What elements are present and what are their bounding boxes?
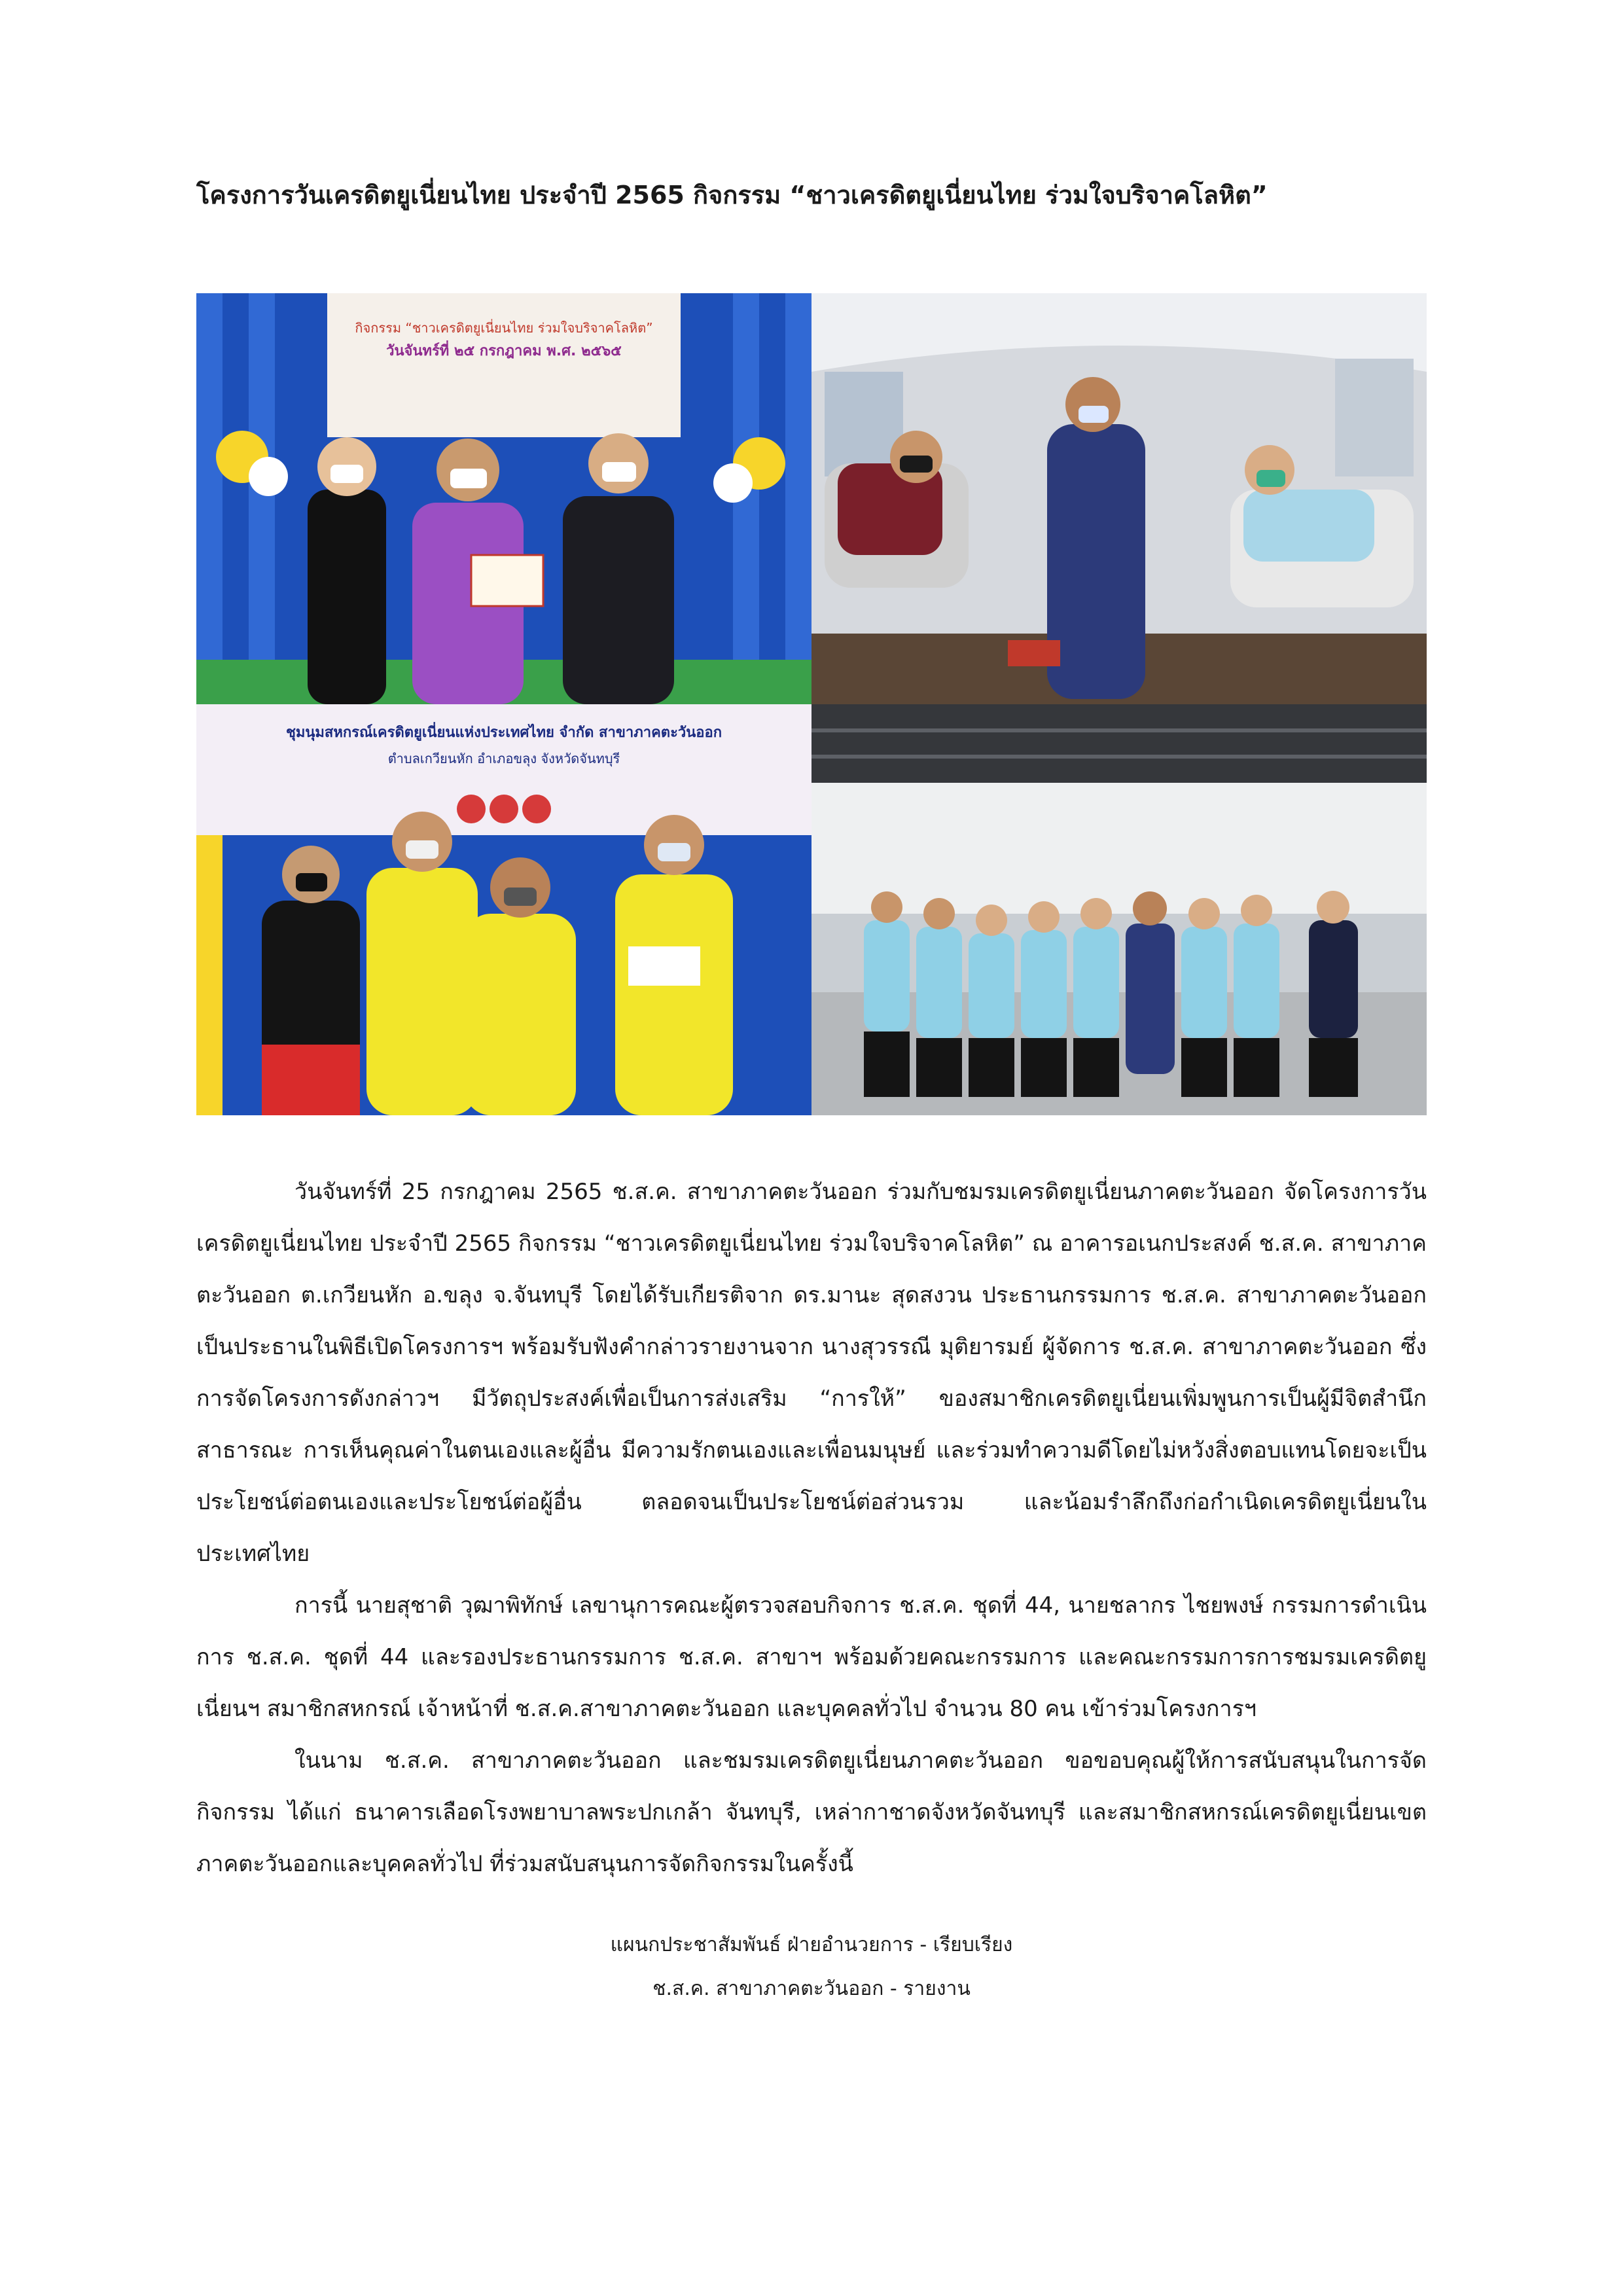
document-title: โครงการวันเครดิตยูเนี่ยนไทย ประจำปี 2565 กิจกรรม “ชาวเครดิตยูเนี่ยนไทย ร่วมใจบริจาคโลหิต” <box>196 181 1268 209</box>
banner-line-2: ตำบลเกวียนหัก อำเภอขลุง จังหวัดจันทบุรี <box>387 751 620 766</box>
credit-compiled-by: แผนกประชาสัมพันธ์ ฝ่ายอำนวยการ - เรียบเรียง <box>610 1933 1013 1956</box>
photo-staff-group <box>812 704 1427 1115</box>
article-body <box>196 1166 1427 1890</box>
credits <box>196 1923 1427 2011</box>
paragraph-2: การนี้ นายสุชาติ วุฒาพิทักษ์ เลขานุการคณะผู้ตรวจสอบกิจการ ช.ส.ค. ชุดที่ 44, นายชลากร ไชยพงษ์ กรรมการดำเนินการ ช.ส.ค. ชุดที่ 44 และรองประธานกรรมการ ช.ส.ค. สาขาฯ พร้อมด้วยคณะกรรมการ และคณะกรรมการการชมรมเครดิตยูเนี่ยนฯ สมาชิกสหกรณ์ เจ้าหน้าที่ ช.ส.ค.สาขาภาคตะวันออก และบุคคลทั่วไป จำนวน 80 คน เข้าร่วมโครงการฯ <box>196 1592 1427 1722</box>
photo-collage <box>196 293 1427 1115</box>
photo-ceremony-certificate <box>196 293 812 704</box>
credit-reported-by: ช.ส.ค. สาขาภาคตะวันออก - รายงาน <box>652 1977 971 2000</box>
photo-blood-donation-bus <box>812 293 1427 704</box>
banner-line-2: วันจันทร์ที่ ๒๕ กรกฎาคม พ.ศ. ๒๕๖๕ <box>386 343 622 359</box>
banner-line-1: กิจกรรม “ชาวเครดิตยูเนี่ยนไทย ร่วมใจบริจาคโลหิต” <box>355 320 653 336</box>
paragraph-3: ในนาม ช.ส.ค. สาขาภาคตะวันออก และชมรมเครดิตยูเนี่ยนภาคตะวันออก ขอขอบคุณผู้ให้การสนับสนุนในการจัดกิจกรรม ได้แก่ ธนาคารเลือดโรงพยาบาลพระปกเกล้า จันทบุรี, เหล่ากาชาดจังหวัดจันทบุรี และสมาชิกสหกรณ์เครดิตยูเนี่ยนเขตภาคตะวันออกและบุคคลทั่วไป ที่ร่วมสนับสนุนการจัดกิจกรรมในครั้งนี้ <box>196 1748 1427 1877</box>
banner-line-1: ชุมนุมสหกรณ์เครดิตยูเนี่ยนแห่งประเทศไทย จำกัด สาขาภาคตะวันออก <box>285 725 722 741</box>
photo-volunteers-yellow <box>196 704 812 1115</box>
paragraph-1: วันจันทร์ที่ 25 กรกฎาคม 2565 ช.ส.ค. สาขาภาคตะวันออก ร่วมกับชมรมเครดิตยูเนี่ยนภาคตะวันออก จัดโครงการวันเครดิตยูเนี่ยนไทย ประจำปี 2565 กิจกรรม “ชาวเครดิตยูเนี่ยนไทย ร่วมใจบริจาคโลหิต” ณ อาคารอเนกประสงค์ ช.ส.ค. สาขาภาคตะวันออก ต.เกวียนหัก อ.ขลุง จ.จันทบุรี โดยได้รับเกียรติจาก ดร.มานะ สุดสงวน ประธานกรรมการ ช.ส.ค. สาขาภาคตะวันออก เป็นประธานในพิธีเปิดโครงการฯ พร้อมรับฟังคำกล่าวรายงานจาก นางสุวรรณี มุติยารมย์ ผู้จัดการ ช.ส.ค. สาขาภาคตะวันออก ซึ่งการจัดโครงการดังกล่าวฯ มีวัตถุประสงค์เพื่อเป็นการส่งเสริม “การให้” ของสมาชิกเครดิตยูเนี่ยนเพิ่มพูนการเป็นผู้มีจิตสำนึกสาธารณะ การเห็นคุณค่าในตนเองและผู้อื่น มีความรักตนเองและเพื่อนมนุษย์ และร่วมทำความดีโดยไม่หวังสิ่งตอบแทนโดยจะเป็นประโยชน์ต่อตนเองและประโยชน์ต่อผู้อื่น ตลอดจนเป็นประโยชน์ต่อส่วนรวม และน้อมรำลึกถึงก่อกำเนิดเครดิตยูเนี่ยนในประเทศไทย <box>196 1179 1427 1567</box>
